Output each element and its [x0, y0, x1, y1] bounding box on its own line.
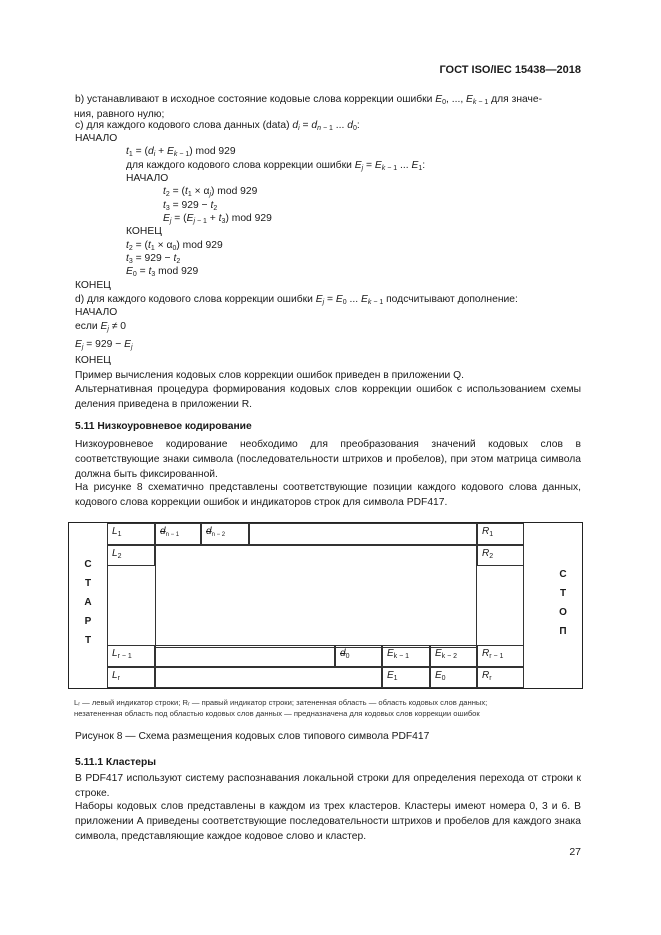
- page-number: 27: [569, 846, 581, 858]
- paragraph-c: c) для каждого кодового слова данных (data) $d_i = d_{n - 1}$ ... $d_0$:: [75, 120, 360, 132]
- cell-row-r1-a: [155, 645, 335, 667]
- sub-label: 0: [345, 653, 350, 660]
- konec-3: КОНЕЦ: [75, 355, 111, 366]
- alg-line-1: $t_1 = (d_i + E_k$ $_{- 1}$) mod 929: [126, 146, 236, 158]
- cell-Lr: [107, 667, 155, 688]
- figure-note-1: Lᵣ — левый индикатор строки; Rᵣ — правый индикатор строки; затененная область — область кодовых слов данных;: [74, 698, 488, 707]
- L-label: L: [112, 670, 118, 681]
- cell-dn2: $d_{n - 2}$: [201, 523, 249, 545]
- cell-Lr1: [107, 645, 155, 667]
- sub-label: r: [117, 675, 120, 682]
- ej-line: $E_j = 929 - E_j$: [75, 339, 133, 351]
- stop-letter: О: [559, 607, 567, 618]
- L-label: L: [112, 648, 118, 659]
- d-label: d: [206, 526, 212, 537]
- pdf417-layout-figure: [68, 522, 583, 689]
- R-label: R: [482, 648, 490, 659]
- start-letter: С: [84, 559, 92, 570]
- sub-label: 1: [489, 531, 494, 538]
- sub-label: 2: [489, 553, 494, 560]
- paragraph-nizko: Низкоуровневое кодирование необходимо для преобразования значений кодовых слов в соответствующие знаки символа (последовательности штрихов и пробелов), при этом матрица символа должна быть фиксированной.: [75, 439, 581, 480]
- para-d-text2: подсчитывают дополнение:: [383, 294, 518, 305]
- d-label: d: [340, 648, 346, 659]
- sub-label: k − 1: [393, 653, 410, 660]
- nachalo-2: НАЧАЛО: [126, 173, 169, 184]
- alg-line-5: $E_j = (E_j$ $_{- 1} + t_3$) mod 929: [163, 213, 272, 225]
- sub-label: r: [489, 675, 492, 682]
- cell-data-area: [155, 545, 477, 648]
- cell-dn1: $d_{n - 1}$: [155, 523, 201, 545]
- paragraph-klaster-1: В PDF417 используют систему распознавания локальной строки для определения перехода от строки к строке.: [75, 773, 581, 799]
- para-b-text2: для значе-: [488, 94, 543, 105]
- figure-caption: Рисунок 8 — Схема размещения кодовых слов типового символа PDF417: [75, 731, 430, 742]
- nachalo-1: НАЧАЛО: [75, 133, 118, 144]
- paragraph-ris: На рисунке 8 схематично представлены соответствующие позиции каждого кодового слова данных, кодового слова коррекции ошибок и индикаторов строк для символа PDF417.: [75, 482, 581, 508]
- R-label: R: [482, 548, 490, 559]
- section-5-11-title: 5.11 Низкоуровневое кодирование: [75, 421, 252, 432]
- start-letter: А: [84, 597, 92, 608]
- sub-label: 1: [117, 531, 122, 538]
- start-letter: Т: [84, 635, 92, 646]
- konec-2: КОНЕЦ: [126, 226, 162, 237]
- sub-label: r − 1: [489, 653, 504, 660]
- esli-line: если $E_j \ne 0$: [75, 321, 127, 333]
- alg-line-6: $t_2 = (t_1 \times \alpha_0)$ mod 929: [126, 240, 223, 252]
- ej-text: = 929 −: [83, 339, 125, 350]
- L-label: L: [112, 526, 118, 537]
- konec-1: КОНЕЦ: [75, 280, 111, 291]
- sub-label: k − 2: [441, 653, 458, 660]
- nachalo-3: НАЧАЛО: [75, 307, 118, 318]
- para-c-text: c) для каждого кодового слова данных (data): [75, 120, 293, 131]
- stop-letter: П: [559, 626, 567, 637]
- cell-Rr: [477, 667, 524, 688]
- esli-text: если: [75, 321, 101, 332]
- figure-note-2: незатененная область под областью кодовых слов данных — предназначена для кодовых слов коррекции ошибок: [74, 709, 480, 718]
- cell-R1: [477, 523, 524, 545]
- stop-label: [544, 565, 582, 641]
- cell-row-r-a: [155, 667, 382, 688]
- stop-letter: Т: [559, 588, 567, 599]
- E-label: E: [387, 648, 394, 659]
- R-label: R: [482, 526, 490, 537]
- cell-data-row1: [249, 523, 477, 545]
- cell-Ek2: [430, 645, 477, 667]
- E-label: E: [435, 670, 442, 681]
- alg-line-4: $t_3 = 929 - t_2$: [163, 200, 218, 212]
- paragraph-alt: Альтернативная процедура формирования кодовых слов коррекции ошибок с использованием схемы деления приведена в приложении R.: [75, 384, 581, 410]
- alg-line-7: $t_3 = 929 - t_2$: [126, 253, 181, 265]
- E-label: E: [387, 670, 394, 681]
- alg-line-2: для каждого кодового слова коррекции ошибки $E_j = E_k$ $_{- 1}$ ... $E_1$:: [126, 160, 426, 172]
- alg-line-3: $t_2 = (t_1 \times \alpha_j)$ mod 929: [163, 186, 258, 198]
- cell-Ek1: [382, 645, 430, 667]
- esli-text2: ≠ 0: [108, 321, 127, 332]
- section-5-11-1-title: 5.11.1 Кластеры: [75, 757, 157, 768]
- stop-letter: С: [559, 569, 567, 580]
- start-letter: Р: [84, 616, 92, 627]
- E-label: E: [435, 648, 442, 659]
- para-d-text: d) для каждого кодового слова коррекции ошибки: [75, 294, 316, 305]
- sub-label: 0: [441, 675, 446, 682]
- sub-label: r − 1: [117, 653, 132, 660]
- d-label: d: [160, 526, 166, 537]
- paragraph-klaster-2: Наборы кодовых слов представлены в каждом из трех кластеров. Кластеры имеют номера 0, 3 и 6. В приложении А приведены соответствующие последовательности штрихов и пробелов для каждого знака символа, представляющие каждое кодовое слово и кластер.: [75, 801, 581, 842]
- L-label: L: [112, 548, 118, 559]
- sub-label: 2: [117, 553, 122, 560]
- para-b-text3: ния, равного нулю;: [74, 109, 165, 120]
- sub-label: 1: [393, 675, 398, 682]
- start-label: [69, 555, 107, 650]
- cell-d0: [335, 645, 382, 667]
- paragraph-b: b) устанавливают в исходное состояние кодовые слова коррекции ошибки $E_0$, ..., $E_{k - 1}$ для значе- ния, равного нулю;: [74, 94, 543, 120]
- alg2-text: для каждого кодового слова коррекции ошибки: [126, 160, 355, 171]
- para-b-text: b) устанавливают в исходное состояние кодовые слова коррекции ошибки: [75, 94, 436, 105]
- R-label: R: [482, 670, 490, 681]
- document-header: ГОСТ ISO/IEC 15438—2018: [439, 64, 581, 76]
- cell-R2: [477, 545, 524, 566]
- paragraph-d: d) для каждого кодового слова коррекции ошибки $E_j = E_0$ ... $E_{k - 1}$ подсчитывают дополнение:: [75, 294, 518, 306]
- paragraph-primer: Пример вычисления кодовых слов коррекции ошибок приведен в приложении Q.: [75, 370, 464, 381]
- cell-E0: [430, 667, 477, 688]
- cell-E1: [382, 667, 430, 688]
- cell-Rr1: [477, 645, 524, 667]
- alg-line-8: $E_0 = t_3$ mod 929: [126, 266, 199, 278]
- start-letter: Т: [84, 578, 92, 589]
- cell-L2: [107, 545, 155, 566]
- cell-L1: [107, 523, 155, 545]
